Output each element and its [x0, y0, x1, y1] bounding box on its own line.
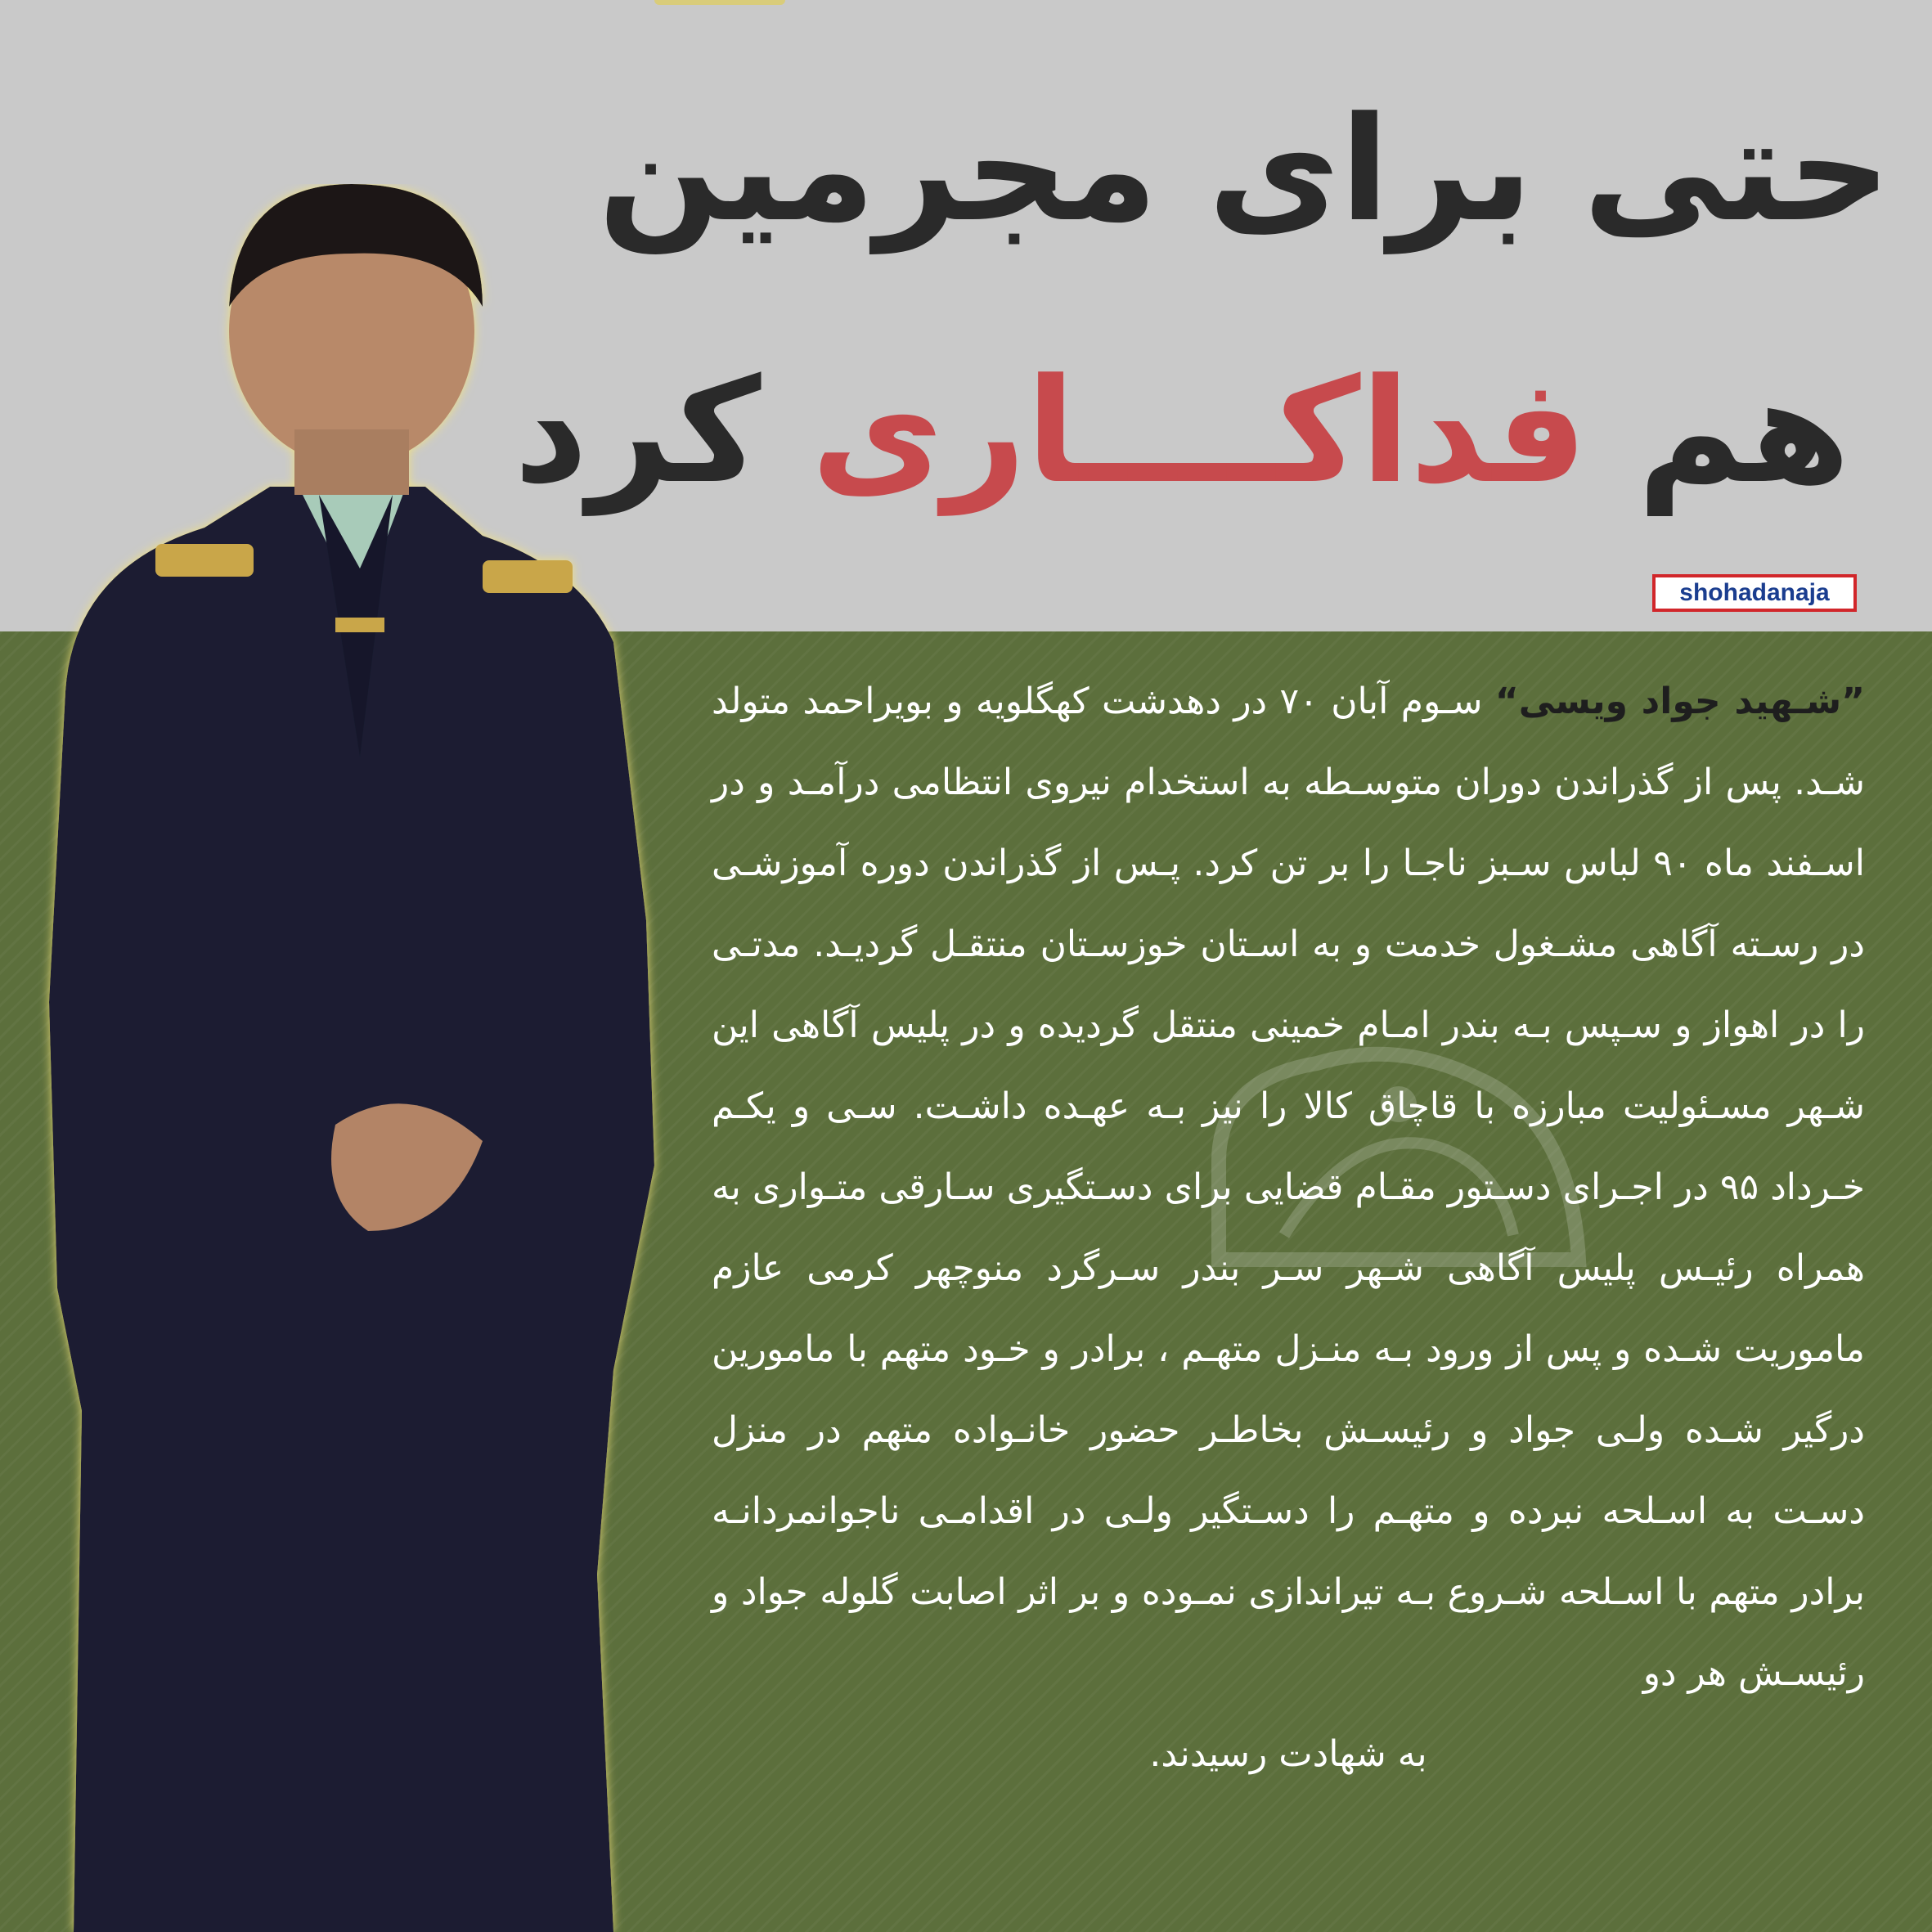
source-tag: shohadanaja [1652, 574, 1857, 612]
headline-word-ham: هم [1637, 348, 1850, 515]
top-decor-tab [654, 0, 785, 5]
headline-line-1: حتی برای مجرمین [598, 86, 1891, 254]
officer-portrait-image [25, 184, 703, 1932]
martyr-name: ”شـهید جواد ویسی“ [1494, 681, 1866, 722]
headline-word-kard: کرد [514, 348, 762, 515]
biography-body: سـوم آبان ۷۰ در دهدشت کهگلویه و بویراحمد متولد شـد. پس از گذراندن دوران متوسـطه به استخدام نیروی انتظامی درآمـد و در اسـفند ماه ۹۰ لباس سـبز ناجـا را بر تن کرد. پـس از گذراندن دوره آموزشـی در رسـته آگاهی مشـغول خدمت و به اسـتان خوزسـتان منتقـل گردیـد. مدتـی را در اهواز و سـپس بـه بندر امـام خمینی منتقل گردیده و در پلیس آگاهی این شـهر مسـئولیت مبارزه با قاچاق کالا را نیز بـه عهـده داشـت. سـی و یکـم خـرداد ۹۵ در اجـرای دسـتور مقـام قضایی برای دسـتگیری سـارقی متـواری به همراه رئیـس پلیس آگاهی شـهر سـر بندر سـرگرد منوچهر کرمی عازم ماموریت شـده و پس از ورود بـه منـزل متهـم ، برادر و خـود متهم با مامورین درگیر شـده ولـی جواد و رئیسـش بخاطـر حضور خانـواده متهم در منزل دسـت به اسـلحه نبرده و متهـم را دسـتگیر ولـی در اقدامـی ناجوانمردانـه برادر متهم با اسـلحه شـروع بـه تیراندازی نمـوده و بر اثر اصابت گلوله جواد و رئیسـش هر دو [712, 681, 1865, 1694]
biography-text [712, 661, 1865, 1795]
headline-accent-word: فداکــــاری [811, 348, 1588, 515]
biography-ending: به شهادت رسیدند. [1149, 1733, 1427, 1775]
